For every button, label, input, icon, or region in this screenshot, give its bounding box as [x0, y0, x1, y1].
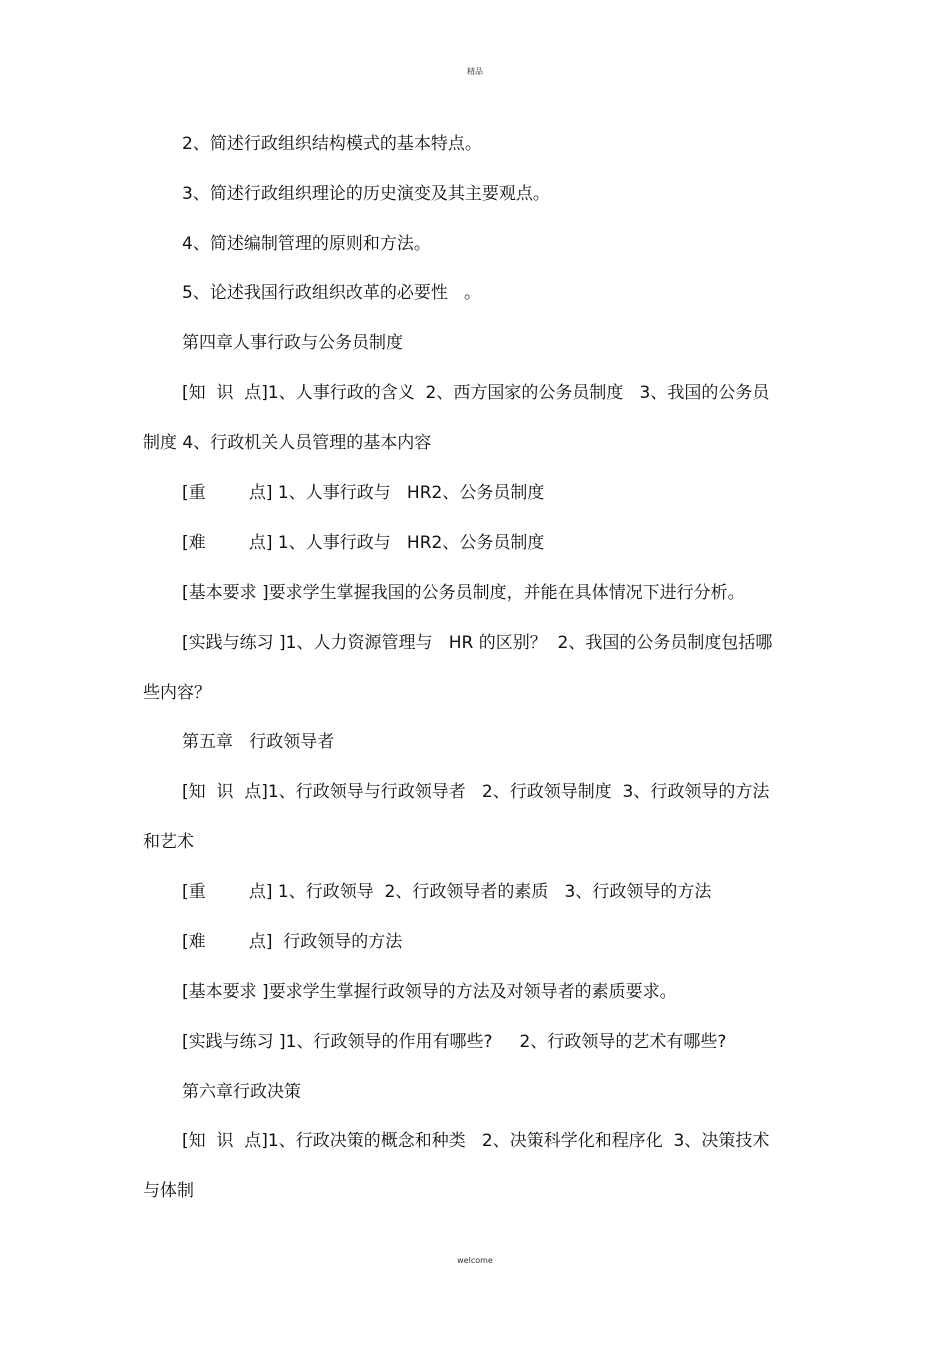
text-line: [重 点] 1、行政领导 2、行政领导者的素质 3、行政领导的方法 [182, 882, 712, 902]
text-line: [难 点] 行政领导的方法 [182, 932, 403, 952]
header-mark: 精品 [467, 67, 483, 76]
text-line: [实践与练习 ]1、人力资源管理与 HR 的区别？ 2、我国的公务员制度包括哪 [182, 633, 773, 653]
text-line: 与体制 [143, 1181, 194, 1201]
text-line: 3、简述行政组织理论的历史演变及其主要观点。 [182, 184, 550, 204]
text-line: 制度 4、行政机关人员管理的基本内容 [143, 433, 432, 453]
text-line: 和艺术 [143, 832, 194, 852]
text-line: [难 点] 1、人事行政与 HR2、公务员制度 [182, 533, 545, 553]
chapter-heading: 第五章 行政领导者 [182, 732, 335, 752]
text-line: 些内容？ [143, 683, 211, 703]
text-line: 5、论述我国行政组织改革的必要性 。 [182, 283, 482, 303]
text-line: 2、简述行政组织结构模式的基本特点。 [182, 134, 482, 154]
chapter-heading: 第六章行政决策 [182, 1082, 301, 1102]
text-line: [基本要求 ]要求学生掌握我国的公务员制度，并能在具体情况下进行分析。 [182, 583, 745, 603]
text-line: 4、简述编制管理的原则和方法。 [182, 234, 431, 254]
text-line: [知 识 点]1、人事行政的含义 2、西方国家的公务员制度 3、我国的公务员 [182, 383, 770, 403]
text-line: [知 识 点]1、行政领导与行政领导者 2、行政领导制度 3、行政领导的方法 [182, 782, 770, 802]
text-line: [重 点] 1、人事行政与 HR2、公务员制度 [182, 483, 545, 503]
footer-mark: welcome [457, 1256, 493, 1265]
chapter-heading: 第四章人事行政与公务员制度 [182, 333, 403, 353]
text-line: [基本要求 ]要求学生掌握行政领导的方法及对领导者的素质要求。 [182, 982, 677, 1002]
text-line: [知 识 点]1、行政决策的概念和种类 2、决策科学化和程序化 3、决策技术 [182, 1131, 770, 1151]
text-line: [实践与练习 ]1、行政领导的作用有哪些? 2、行政领导的艺术有哪些? [182, 1032, 727, 1052]
